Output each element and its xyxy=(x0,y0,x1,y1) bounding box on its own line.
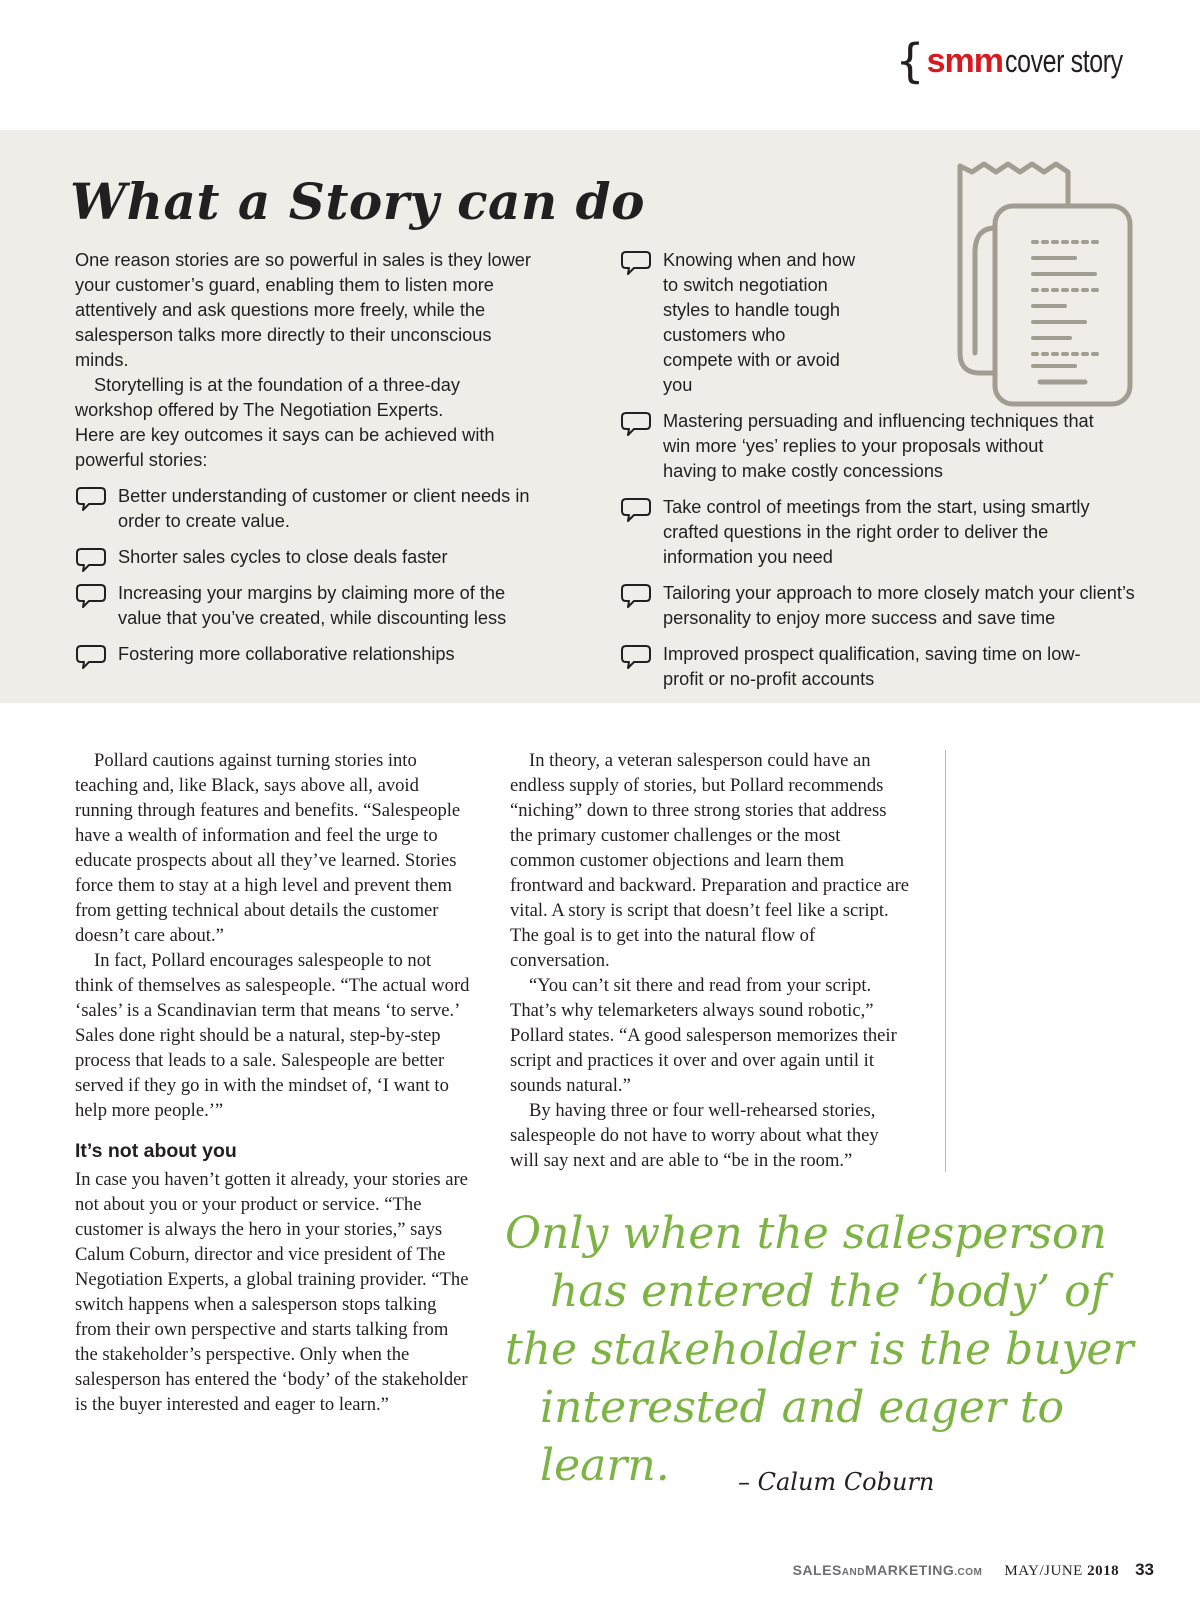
list-item xyxy=(620,495,1090,570)
bullet-text: Take control of meetings from the start, using smartly crafted questions in the right order to deliver the information you need xyxy=(663,497,1090,567)
list-item xyxy=(75,545,535,570)
article-subhead: It’s not about you xyxy=(75,1140,237,1162)
bullet-text: Tailoring your approach to more closely match your client’s personality to enjoy more success and save time xyxy=(663,583,1135,628)
bullet-text: Fostering more collaborative relationships xyxy=(118,644,455,664)
column-divider xyxy=(945,750,946,1172)
brand-brace: { xyxy=(895,34,925,88)
speech-bubble-icon xyxy=(75,644,107,670)
footer-site-marketing: MARKETING xyxy=(864,1562,955,1578)
pull-quote-line: interested and eager to learn. xyxy=(540,1382,1065,1491)
list-item xyxy=(620,642,1090,692)
page-footer xyxy=(793,1560,1154,1580)
footer-site-and: AND xyxy=(841,1567,865,1578)
speech-bubble-icon xyxy=(620,411,652,437)
article-paragraph: By having three or four well-rehearsed stories, salespeople do not have to worry about what they will say next and are able to “be in the room.” xyxy=(510,1100,879,1171)
pull-quote-line: the stakeholder is the buyer xyxy=(505,1324,1134,1375)
list-item xyxy=(75,581,535,631)
bullet-list-right xyxy=(620,248,1140,692)
speech-bubble-icon xyxy=(75,583,107,609)
footer-issue xyxy=(1004,1563,1119,1580)
footer-site-sales: SALES xyxy=(792,1562,842,1578)
article-paragraph: Pollard cautions against turning stories into teaching and, like Black, says above all, avoid running through features and benefits. “Salespeople have a wealth of information and feel the urge to educate prospects about all they’ve learned. Stories force them to stay at a high level and prevent them from getting technical about details the customer doesn’t care about.” xyxy=(75,750,461,946)
list-item xyxy=(620,409,1100,484)
article-paragraph: In case you haven’t gotten it already, your stories are not about you or your product or service. “The customer is always the hero in your stories,” says Calum Coburn, director and vice president of The Negotiation Experts, a global training provider. “The switch happens when a salesperson stops talking from their own perspective and starts talking from the stakeholder’s perspective. Only when the salesperson has entered the ‘body’ of the stakeholder is the buyer interested and eager to learn.” xyxy=(75,1169,469,1415)
bullet-text: Knowing when and how to switch negotiation styles to handle tough customers who compete with or avoid you xyxy=(663,250,856,395)
list-item xyxy=(620,248,860,398)
pull-quote xyxy=(505,1205,1165,1495)
speech-bubble-icon xyxy=(75,486,107,512)
bullet-text: Mastering persuading and influencing techniques that win more ‘yes’ replies to your proposals without having to make costly concessions xyxy=(663,411,1094,481)
article-paragraph: In fact, Pollard encourages salespeople to not think of themselves as salespeople. “The actual word ‘sales’ is a Scandinavian term that means ‘to serve.’ Sales done right should be a natural, step-by-step process that leads to a sale. Salespeople are better served if they go in with the mindset of, ‘I want to help more people.’” xyxy=(75,950,470,1121)
speech-bubble-icon xyxy=(620,583,652,609)
sidebar-intro-p1: One reason stories are so powerful in sales is they lower your customer’s guard, enabling them to listen more attentively and ask questions more freely, while the salesperson talks more directly to their unconscious minds. xyxy=(75,250,531,370)
bullet-text: Better understanding of customer or client needs in order to create value. xyxy=(118,486,530,531)
page-number: 33 xyxy=(1135,1560,1154,1579)
speech-bubble-icon xyxy=(620,644,652,670)
footer-site-com: .COM xyxy=(954,1567,983,1578)
list-item xyxy=(75,484,535,534)
footer-issue-month: MAY/JUNE xyxy=(1004,1563,1083,1579)
sidebar-intro-p3: Here are key outcomes it says can be achieved with powerful stories: xyxy=(75,425,495,470)
pull-quote-line: has entered the ‘body’ of xyxy=(550,1266,1107,1317)
brand-logo-smm: smm xyxy=(926,41,1004,80)
footer-site xyxy=(793,1562,983,1578)
speech-bubble-icon xyxy=(620,497,652,523)
bullet-list-left xyxy=(75,484,535,667)
sidebar-box xyxy=(0,130,1200,703)
bullet-text: Improved prospect qualification, saving time on low-profit or no-profit accounts xyxy=(663,644,1081,689)
sidebar-title: What a Story can do xyxy=(70,172,645,231)
section-brand xyxy=(895,34,1156,88)
article-paragraph: “You can’t sit there and read from your script. That’s why telemarketers always sound robotic,” Pollard states. “A good salesperson memorizes their script and practices it over and over again until it sounds natural.” xyxy=(510,975,897,1096)
list-item xyxy=(620,581,1140,631)
speech-bubble-icon xyxy=(620,250,652,276)
speech-bubble-icon xyxy=(75,547,107,573)
article-right-column xyxy=(510,748,910,1173)
sidebar-right-column xyxy=(620,248,1140,692)
brand-section-label: cover story xyxy=(1005,42,1123,79)
pull-quote-attribution: – Calum Coburn xyxy=(738,1468,935,1496)
sidebar-left-column xyxy=(75,248,535,667)
article-left-column xyxy=(75,748,470,1417)
footer-issue-year: 2018 xyxy=(1087,1563,1120,1579)
bullet-text: Shorter sales cycles to close deals faster xyxy=(118,547,448,567)
pull-quote-line: Only when the salesperson xyxy=(505,1208,1107,1259)
bullet-text: Increasing your margins by claiming more of the value that you’ve created, while discounting less xyxy=(118,583,507,628)
article-paragraph: In theory, a veteran salesperson could have an endless supply of stories, but Pollard recommends “niching” down to three strong stories that address the primary customer challenges or the most common customer objections and learn them frontward and backward. Preparation and practice are vital. A story is script that doesn’t feel like a script. The goal is to get into the natural flow of conversation. xyxy=(510,750,910,971)
list-item xyxy=(75,642,535,667)
sidebar-intro-p2: Storytelling is at the foundation of a three-day workshop offered by The Negotiation Experts. xyxy=(75,375,460,420)
